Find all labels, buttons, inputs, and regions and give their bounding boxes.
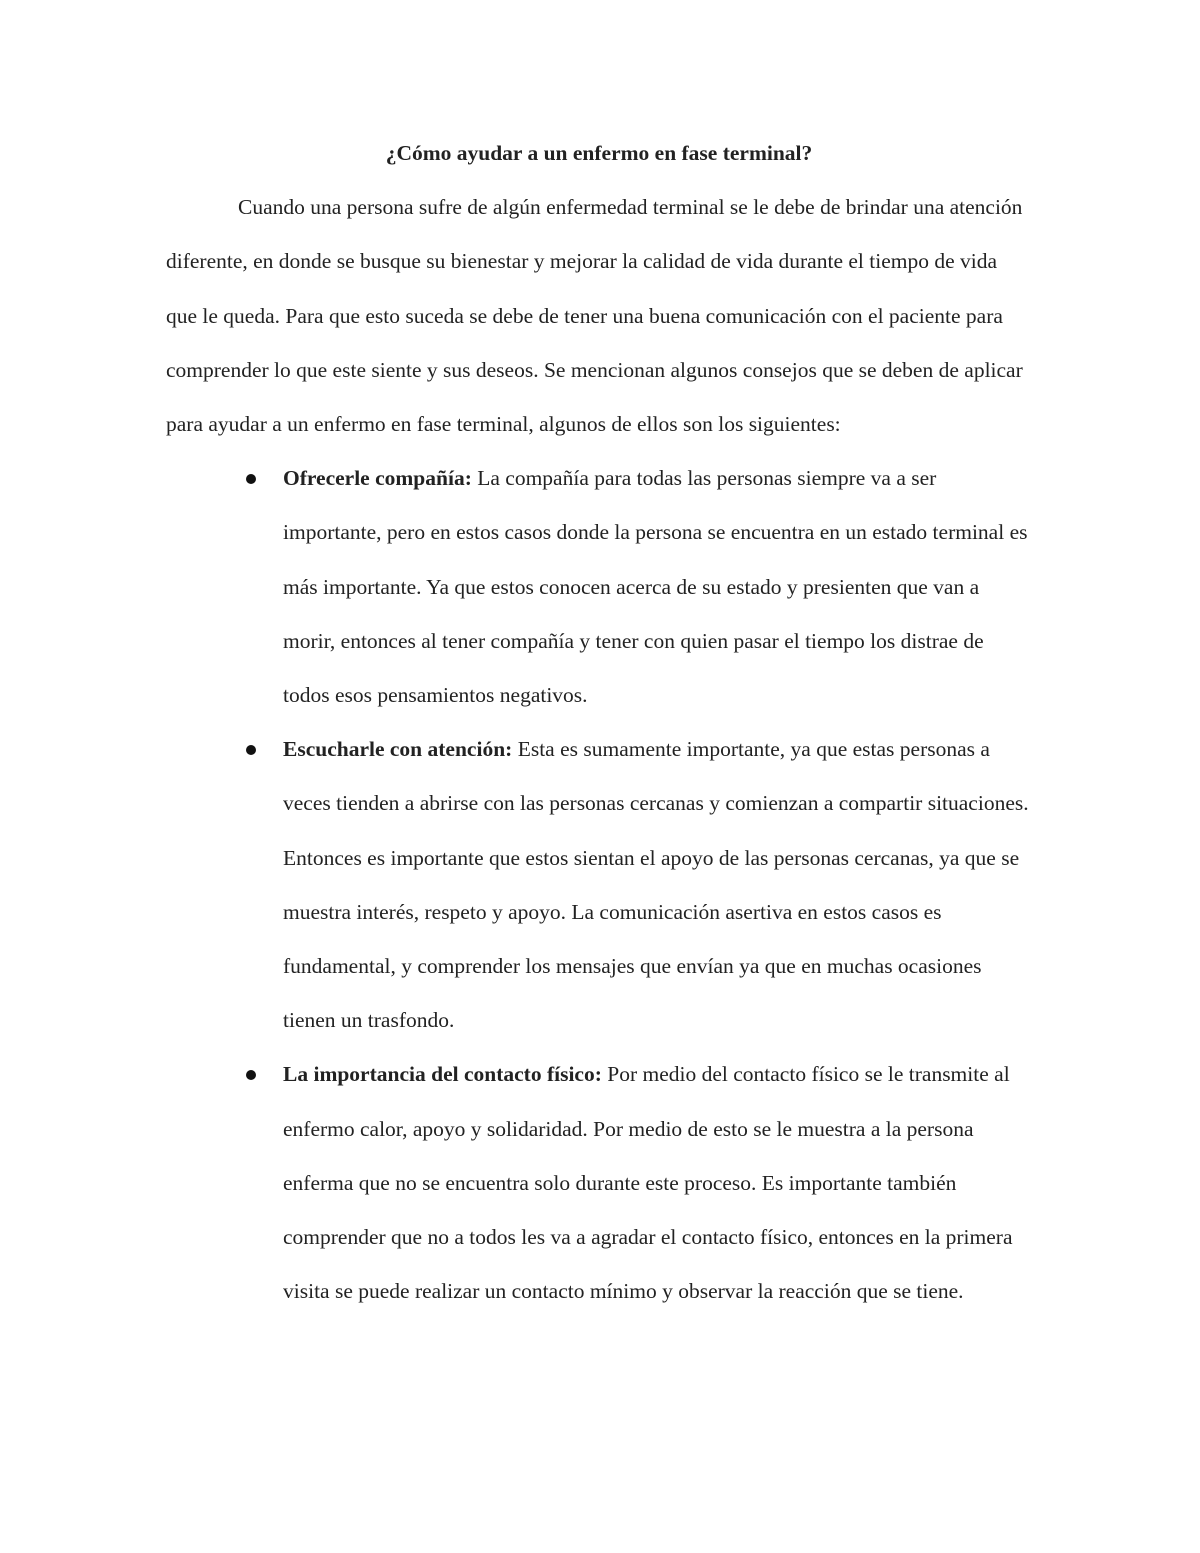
tips-list	[166, 451, 1032, 1318]
list-item-term: Ofrecerle compañía:	[283, 466, 478, 491]
list-item	[283, 451, 1032, 722]
bullet-icon	[246, 474, 256, 484]
document-title: ¿Cómo ayudar a un enfermo en fase terminal?	[385, 141, 813, 165]
list-item-text: Por medio del contacto físico se le transmite al enfermo calor, apoyo y solidaridad. Por medio de esto se le muestra a la persona enferma que no se encuentra solo durante este proceso. Es importante también comprender que no a todos les va a agradar el contacto físico, entonces en la primera visita se puede realizar un contacto mínimo y observar la reacción que se tiene.	[283, 1062, 1013, 1304]
document-body	[166, 126, 1032, 1318]
bullet-icon	[246, 745, 256, 755]
bullet-icon	[246, 1070, 256, 1080]
list-item-term: La importancia del contacto físico:	[283, 1062, 608, 1087]
list-item	[283, 722, 1032, 1047]
list-item-text: La compañía para todas las personas siempre va a ser importante, pero en estos casos donde la persona se encuentra en un estado terminal es más importante. Ya que estos conocen acerca de su estado y presienten que van a morir, entonces al tener compañía y tener con quien pasar el tiempo los distrae de todos esos pensamientos negativos.	[283, 466, 1028, 708]
list-item-term: Escucharle con atención:	[283, 737, 518, 762]
list-item	[283, 1047, 1032, 1318]
list-item-text: Esta es sumamente importante, ya que estas personas a veces tienden a abrirse con las personas cercanas y comienzan a compartir situaciones. Entonces es importante que estos sientan el apoyo de las personas cercanas, ya que se muestra interés, respeto y apoyo. La comunicación asertiva en estos casos es fundamental, y comprender los mensajes que envían ya que en muchas ocasiones tienen un trasfondo.	[283, 737, 1029, 1033]
intro-paragraph: Cuando una persona sufre de algún enfermedad terminal se le debe de brindar una atención diferente, en donde se busque su bienestar y mejorar la calidad de vida durante el tiempo de vida que le queda. Para que esto suceda se debe de tener una buena comunicación con el paciente para comprender lo que este siente y sus deseos. Se mencionan algunos consejos que se deben de aplicar para ayudar a un enfermo en fase terminal, algunos de ellos son los siguientes:	[166, 195, 1023, 436]
